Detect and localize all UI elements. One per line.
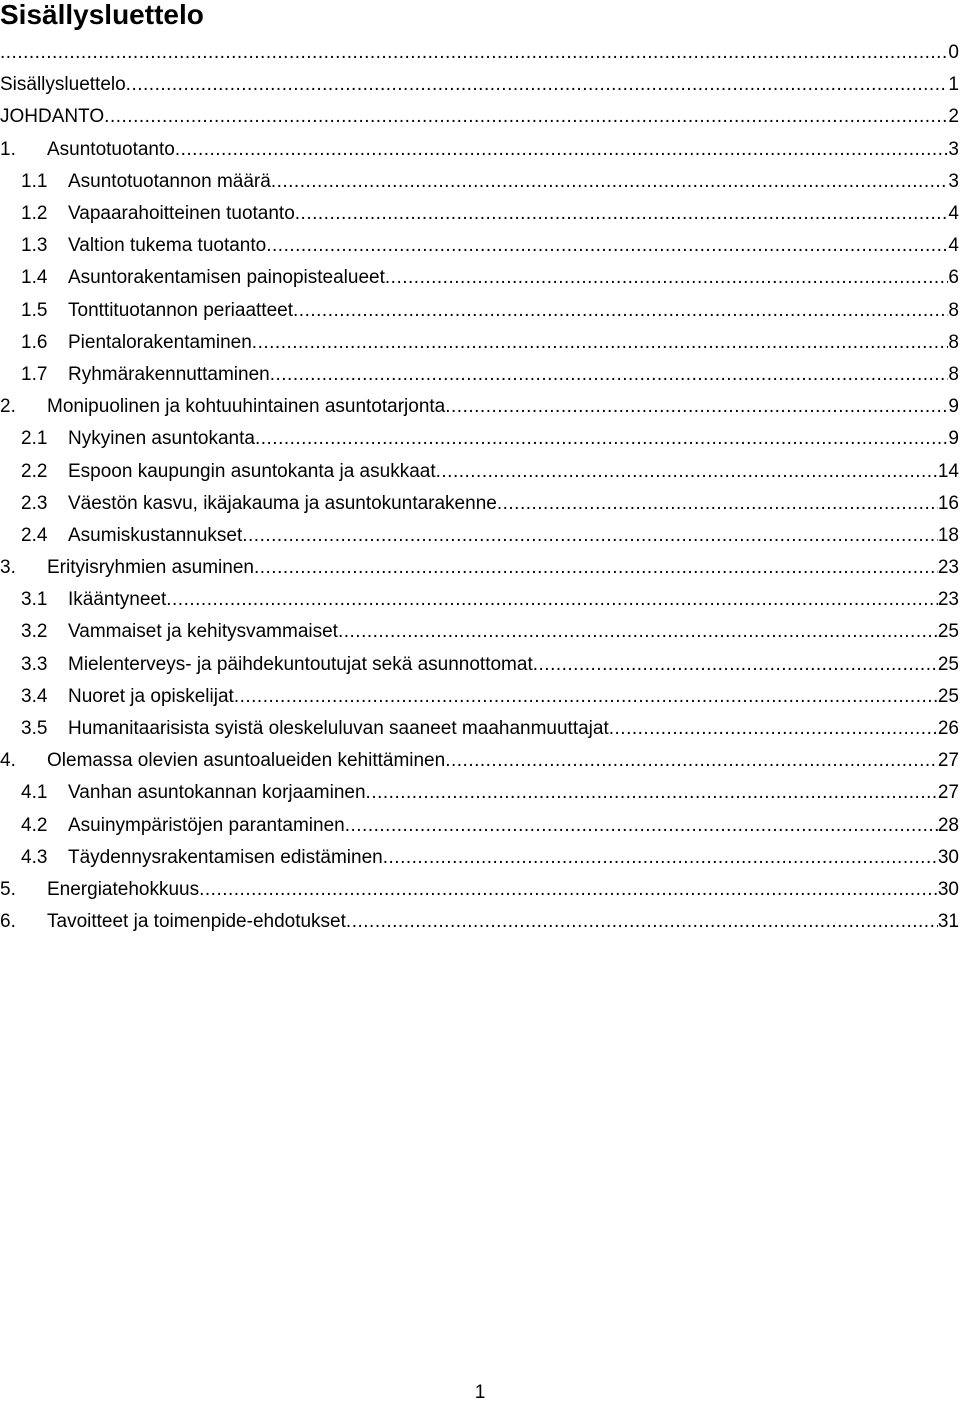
toc-entry-page: 23 xyxy=(937,589,959,611)
toc-entry[interactable] xyxy=(0,810,960,842)
toc-dot-leader xyxy=(104,106,948,128)
toc-entry-title: Espoon kaupungin asuntokanta ja asukkaat xyxy=(68,460,436,482)
toc-entry-number: 4. xyxy=(0,750,16,772)
toc-entry[interactable] xyxy=(0,552,960,584)
toc-entry-page: 25 xyxy=(937,621,959,643)
toc-dot-leader xyxy=(254,557,938,579)
toc-entry-page: 3 xyxy=(948,170,959,192)
toc-entry[interactable] xyxy=(0,69,960,101)
toc-entry-page: 27 xyxy=(937,782,959,804)
toc-entry[interactable] xyxy=(0,295,960,327)
toc-dot-leader xyxy=(385,267,949,289)
toc-entry-number: 6. xyxy=(0,911,16,933)
toc-dot-leader xyxy=(383,847,938,869)
toc-entry-page: 0 xyxy=(948,42,959,64)
toc-entry-page: 2 xyxy=(948,106,959,128)
toc-entry-page: 25 xyxy=(937,653,959,675)
toc-entry-number: 2.4 xyxy=(21,524,48,546)
toc-entry-page: 9 xyxy=(948,428,959,450)
toc-dot-leader xyxy=(271,171,949,193)
toc-entry[interactable] xyxy=(0,520,960,552)
table-of-contents xyxy=(0,37,960,938)
toc-entry-page: 6 xyxy=(948,267,959,289)
toc-entry-title: Valtion tukema tuotanto xyxy=(68,235,267,257)
toc-entry-page: 27 xyxy=(937,750,959,772)
toc-entry-number: 1.5 xyxy=(21,299,48,321)
toc-dot-leader xyxy=(497,493,938,515)
toc-entry-title: Nykyinen asuntokanta xyxy=(68,428,255,450)
toc-entry[interactable] xyxy=(0,906,960,938)
toc-entry[interactable] xyxy=(0,166,960,198)
toc-entry-number: 3.4 xyxy=(21,685,48,707)
toc-entry-page: 23 xyxy=(937,557,959,579)
toc-dot-leader xyxy=(252,332,949,354)
toc-entry[interactable] xyxy=(0,327,960,359)
toc-dot-leader xyxy=(199,879,938,901)
toc-dot-leader xyxy=(234,686,938,708)
toc-entry-title: Täydennysrakentamisen edistäminen xyxy=(68,846,383,868)
toc-entry[interactable] xyxy=(0,262,960,294)
toc-entry-page: 4 xyxy=(948,235,959,257)
toc-entry-number: 2.1 xyxy=(21,428,48,450)
toc-entry-title: Sisällysluettelo xyxy=(0,74,126,96)
toc-entry-number: 5. xyxy=(0,878,16,900)
toc-entry-title: Vapaarahoitteinen tuotanto xyxy=(68,203,295,225)
toc-entry[interactable] xyxy=(0,455,960,487)
toc-dot-leader xyxy=(126,74,949,96)
toc-entry-title: Asuinympäristöjen parantaminen xyxy=(68,814,345,836)
toc-entry-title: Erityisryhmien asuminen xyxy=(47,557,254,579)
toc-entry-page: 8 xyxy=(948,363,959,385)
toc-entry-number: 1.3 xyxy=(21,235,48,257)
toc-entry[interactable] xyxy=(0,423,960,455)
toc-dot-leader xyxy=(338,621,938,643)
toc-entry-number: 1.6 xyxy=(21,331,48,353)
toc-entry-page: 31 xyxy=(937,911,959,933)
toc-entry[interactable] xyxy=(0,488,960,520)
toc-entry-title: Asuntorakentamisen painopistealueet xyxy=(68,267,385,289)
toc-entry-title: Pientalorakentaminen xyxy=(68,331,252,353)
toc-entry-number: 4.3 xyxy=(21,846,48,868)
toc-dot-leader xyxy=(445,750,938,772)
toc-entry-page: 30 xyxy=(937,878,959,900)
toc-entry-number: 1.7 xyxy=(21,363,48,385)
toc-entry-number: 2.3 xyxy=(21,492,48,514)
toc-entry-number: 3.3 xyxy=(21,653,48,675)
toc-entry-number: 3. xyxy=(0,557,16,579)
toc-entry-page: 8 xyxy=(948,331,959,353)
toc-entry[interactable] xyxy=(0,359,960,391)
toc-entry-title: Asuntotuotannon määrä xyxy=(68,170,271,192)
toc-entry-page: 8 xyxy=(948,299,959,321)
toc-entry-number: 2. xyxy=(0,396,16,418)
toc-entry-title: Olemassa olevien asuntoalueiden kehittäminen xyxy=(47,750,446,772)
toc-dot-leader xyxy=(166,589,938,611)
toc-entry[interactable] xyxy=(0,198,960,230)
toc-entry-number: 3.5 xyxy=(21,718,48,740)
toc-entry-page: 16 xyxy=(937,492,959,514)
toc-entry-title: Ryhmärakennuttaminen xyxy=(68,363,270,385)
toc-entry-title: Vanhan asuntokannan korjaaminen xyxy=(68,782,366,804)
toc-entry-page: 26 xyxy=(937,718,959,740)
toc-entry[interactable] xyxy=(0,584,960,616)
page-number: 1 xyxy=(474,1382,486,1403)
toc-entry-number: 1.1 xyxy=(21,170,48,192)
toc-entry-page: 3 xyxy=(948,138,959,160)
toc-entry-page: 14 xyxy=(937,460,959,482)
toc-dot-leader xyxy=(0,42,948,64)
toc-dot-leader xyxy=(242,525,938,547)
toc-dot-leader xyxy=(609,718,938,740)
toc-entry-page: 1 xyxy=(948,74,959,96)
toc-entry-title: Asumiskustannukset xyxy=(68,524,243,546)
toc-entry-number: 1.2 xyxy=(21,203,48,225)
toc-entry-title: Nuoret ja opiskelijat xyxy=(68,685,234,707)
toc-entry-page: 28 xyxy=(937,814,959,836)
toc-entry-number: 2.2 xyxy=(21,460,48,482)
toc-dot-leader xyxy=(345,815,938,837)
toc-entry[interactable] xyxy=(0,391,960,423)
toc-entry-number: 4.2 xyxy=(21,814,48,836)
toc-entry-title: Tavoitteet ja toimenpide-ehdotukset xyxy=(47,911,346,933)
toc-entry-title: Mielenterveys- ja päihdekuntoutujat sekä asunnottomat xyxy=(68,653,533,675)
toc-entry-title: Väestön kasvu, ikäjakauma ja asuntokuntarakenne xyxy=(68,492,497,514)
toc-entry[interactable] xyxy=(0,101,960,133)
toc-dot-leader xyxy=(293,300,948,322)
toc-entry-number: 1. xyxy=(0,138,16,160)
toc-dot-leader xyxy=(346,911,938,933)
toc-entry[interactable] xyxy=(0,842,960,874)
toc-entry[interactable] xyxy=(0,134,960,166)
toc-entry[interactable] xyxy=(0,745,960,777)
toc-entry-page: 18 xyxy=(937,524,959,546)
toc-entry-page: 9 xyxy=(948,396,959,418)
toc-entry-number: 1.4 xyxy=(21,267,48,289)
toc-entry[interactable] xyxy=(0,649,960,681)
toc-dot-leader xyxy=(270,364,949,386)
toc-entry-title: Ikääntyneet xyxy=(68,589,167,611)
toc-entry-title: Humanitaarisista syistä oleskeluluvan saaneet maahanmuuttajat xyxy=(68,718,609,740)
toc-entry-title: Energiatehokkuus xyxy=(47,878,200,900)
toc-entry-title: Vammaiset ja kehitysvammaiset xyxy=(68,621,338,643)
toc-entry[interactable] xyxy=(0,713,960,745)
toc-dot-leader xyxy=(533,654,938,676)
toc-entry-page: 4 xyxy=(948,203,959,225)
toc-entry[interactable] xyxy=(0,37,960,69)
toc-entry-title: Tonttituotannon periaatteet xyxy=(68,299,294,321)
toc-dot-leader xyxy=(445,396,948,418)
toc-entry-title: JOHDANTO xyxy=(0,106,105,128)
toc-dot-leader xyxy=(366,782,938,804)
toc-entry-number: 3.2 xyxy=(21,621,48,643)
toc-entry-page: 25 xyxy=(937,685,959,707)
toc-dot-leader xyxy=(266,235,948,257)
toc-entry-page: 30 xyxy=(937,846,959,868)
toc-entry[interactable] xyxy=(0,616,960,648)
toc-entry[interactable] xyxy=(0,681,960,713)
page-title: Sisällysluettelo xyxy=(0,0,204,30)
toc-entry-number: 3.1 xyxy=(21,589,48,611)
toc-entry-title: Asuntotuotanto xyxy=(47,138,175,160)
toc-entry[interactable] xyxy=(0,777,960,809)
toc-entry-number: 4.1 xyxy=(21,782,48,804)
toc-entry[interactable] xyxy=(0,874,960,906)
toc-entry-title: Monipuolinen ja kohtuuhintainen asuntotarjonta xyxy=(47,396,446,418)
toc-entry[interactable] xyxy=(0,230,960,262)
toc-dot-leader xyxy=(295,203,949,225)
toc-dot-leader xyxy=(175,139,949,161)
toc-dot-leader xyxy=(436,461,938,483)
toc-dot-leader xyxy=(255,428,948,450)
